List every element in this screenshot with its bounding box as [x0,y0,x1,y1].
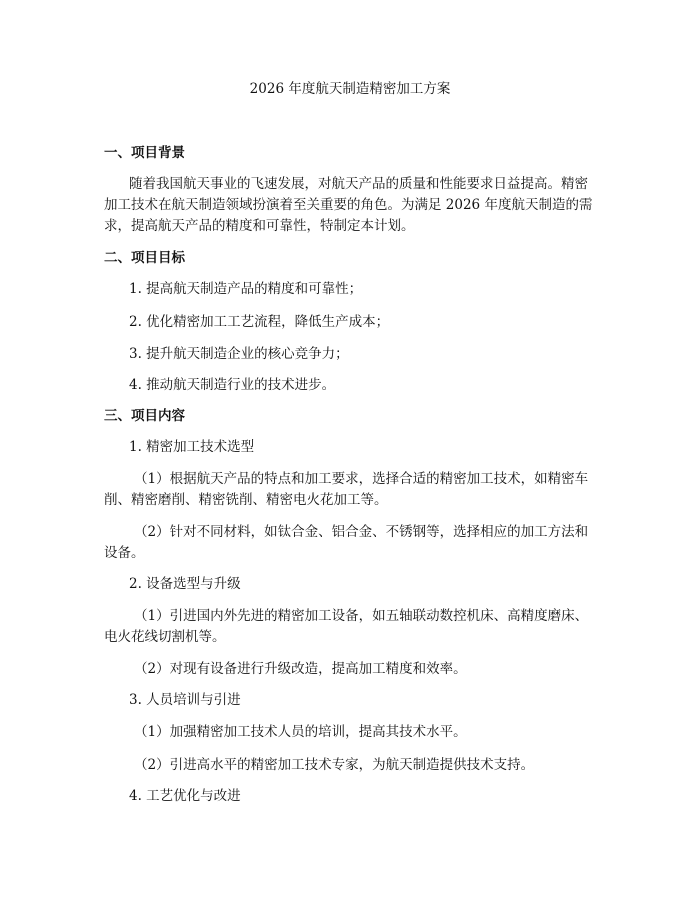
list-item: 4. 推动航天制造行业的技术进步。 [129,377,336,393]
point-line: （1）引进国内外先进的精密加工设备，如五轴联动数控机床、高精度磨床、 [134,608,589,624]
list-item: 3. 提升航天制造企业的核心竞争力； [129,346,349,362]
paragraph-line: 求，提高航天产品的精度和可靠性，特制定本计划。 [104,218,415,234]
point-line: （2）对现有设备进行升级改造，提高加工精度和效率。 [134,661,467,677]
subsection-title: 1. 精密加工技术选型 [129,439,255,455]
document-title: 2026 年度航天制造精密加工方案 [249,81,451,97]
point-line: （2）引进高水平的精密加工技术专家，为航天制造提供技术支持。 [134,757,535,773]
point-line: （1）加强精密加工技术人员的培训，提高其技术水平。 [134,724,467,740]
point-line: （1）根据航天产品的特点和加工要求，选择合适的精密加工技术，如精密车 [134,471,589,487]
list-item: 2. 优化精密加工工艺流程，降低生产成本； [129,314,390,330]
section-heading-background: 一、项目背景 [104,145,185,161]
point-line: 设备。 [104,545,145,561]
paragraph-line: 加工技术在航天制造领域扮演着至关重要的角色。为满足 2026 年度航天制造的需 [104,197,593,213]
section-heading-content: 三、项目内容 [104,408,185,424]
subsection-title: 2. 设备选型与升级 [129,576,241,592]
subsection-title: 4. 工艺优化与改进 [129,788,241,804]
point-line: 电火花线切割机等。 [104,629,226,645]
list-item: 1. 提高航天制造产品的精度和可靠性； [129,281,363,297]
paragraph-line: 随着我国航天事业的飞速发展，对航天产品的质量和性能要求日益提高。精密 [129,176,588,192]
subsection-title: 3. 人员培训与引进 [129,692,241,708]
section-heading-goals: 二、项目目标 [104,250,185,266]
point-line: （2）针对不同材料，如钛合金、铝合金、不锈钢等，选择相应的加工方法和 [134,524,589,540]
point-line: 削、精密磨削、精密铣削、精密电火花加工等。 [104,492,388,508]
